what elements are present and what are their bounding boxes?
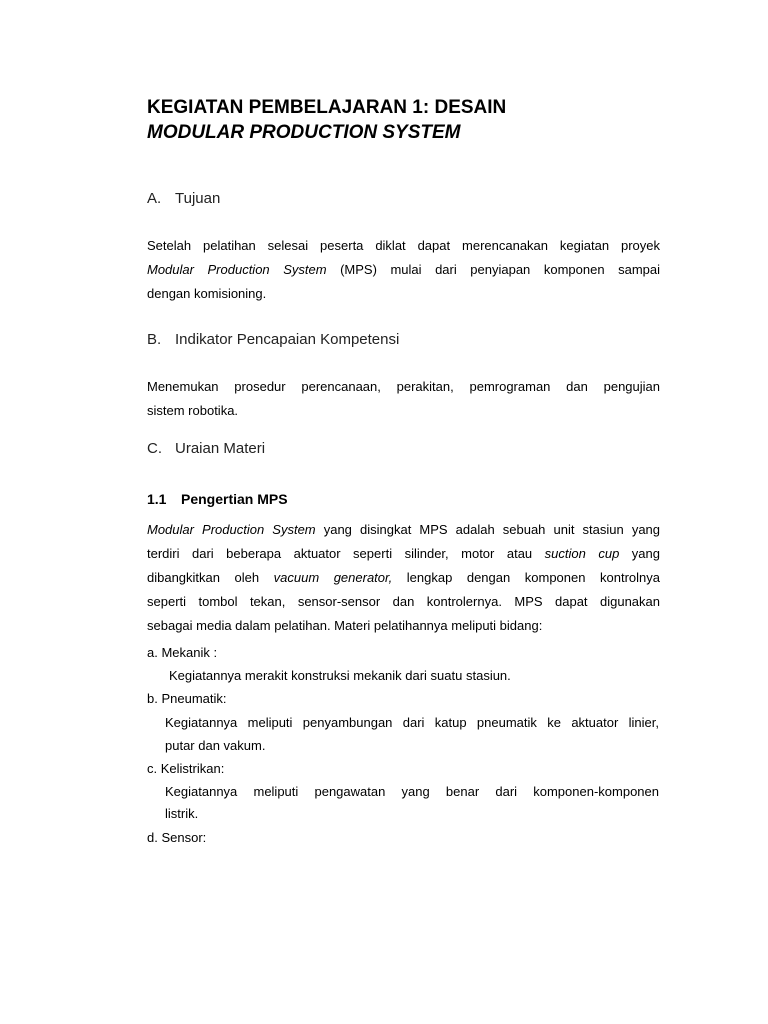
paragraph-line: sebagai media dalam pelatihan. Materi pelatihannya meliputi bidang: — [147, 618, 543, 633]
section-label: Indikator Pencapaian Kompetensi — [175, 331, 400, 348]
list-item-label-pneumatik: b. Pneumatik: — [147, 691, 227, 706]
paragraph-text: lengkap dengan komponen kontrolnya — [392, 570, 660, 585]
paragraph-text: yang disingkat MPS adalah sebuah unit stasiun yang — [315, 522, 661, 537]
subsection-heading-pengertian — [147, 489, 288, 509]
paragraph-line — [147, 518, 660, 542]
section-number: A. — [147, 190, 162, 207]
italic-term: Modular Production System — [147, 262, 327, 277]
paragraph-line: seperti tombol tekan, sensor-sensor dan kontrolernya. MPS dapat digunakan — [147, 594, 660, 609]
paragraph-line — [147, 258, 660, 282]
section-heading-tujuan — [147, 189, 220, 209]
paragraph-line — [147, 542, 660, 566]
paragraph-text: terdiri dari beberapa aktuator seperti silinder, motor atau — [147, 546, 545, 561]
paragraph-line: sistem robotika. — [147, 403, 239, 418]
paragraph-line: Setelah pelatihan selesai peserta diklat dapat merencanakan kegiatan proyek — [147, 238, 660, 253]
section-label: Uraian Materi — [175, 440, 266, 457]
italic-term: suction cup — [544, 546, 620, 561]
tujuan-paragraph — [147, 234, 660, 306]
section-label: Tujuan — [175, 190, 221, 207]
list-item-label-mekanik: a. Mekanik : — [147, 645, 218, 660]
list-item-desc-kelistrikan-cont: listrik. — [165, 806, 199, 821]
list-item-desc-kelistrikan: Kegiatannya meliputi pengawatan yang benar dari komponen-komponen — [165, 784, 659, 799]
section-number: C. — [147, 440, 162, 457]
subsection-number: 1.1 — [147, 491, 167, 507]
paragraph-line: Menemukan prosedur perencanaan, perakitan, pemrograman dan pengujian — [147, 379, 660, 394]
pengertian-paragraph — [147, 518, 660, 638]
italic-term: Modular Production System — [147, 522, 316, 537]
section-number: B. — [147, 331, 162, 348]
section-heading-uraian — [147, 439, 265, 459]
chapter-title-line2: MODULAR PRODUCTION SYSTEM — [147, 122, 461, 143]
indikator-paragraph — [147, 375, 660, 423]
list-item-label-sensor: d. Sensor: — [147, 830, 207, 845]
list-item-label-kelistrikan: c. Kelistrikan: — [147, 761, 225, 776]
paragraph-line — [147, 566, 660, 590]
list-item-desc-pneumatik: Kegiatannya meliputi penyambungan dari katup pneumatik ke aktuator linier, — [165, 715, 659, 730]
section-heading-indikator — [147, 330, 399, 350]
subsection-label: Pengertian MPS — [181, 491, 288, 507]
paragraph-text: dibangkitkan oleh — [147, 570, 274, 585]
list-item-desc-mekanik: Kegiatannya merakit konstruksi mekanik dari suatu stasiun. — [169, 668, 511, 683]
italic-term: vacuum generator, — [273, 570, 393, 585]
list-item-desc-pneumatik-cont: putar dan vakum. — [165, 738, 266, 753]
paragraph-text: yang — [619, 546, 660, 561]
paragraph-text: (MPS) mulai dari penyiapan komponen sampai — [326, 262, 660, 277]
chapter-title-line1: KEGIATAN PEMBELAJARAN 1: DESAIN — [147, 97, 507, 118]
paragraph-line: dengan komisioning. — [147, 286, 267, 301]
